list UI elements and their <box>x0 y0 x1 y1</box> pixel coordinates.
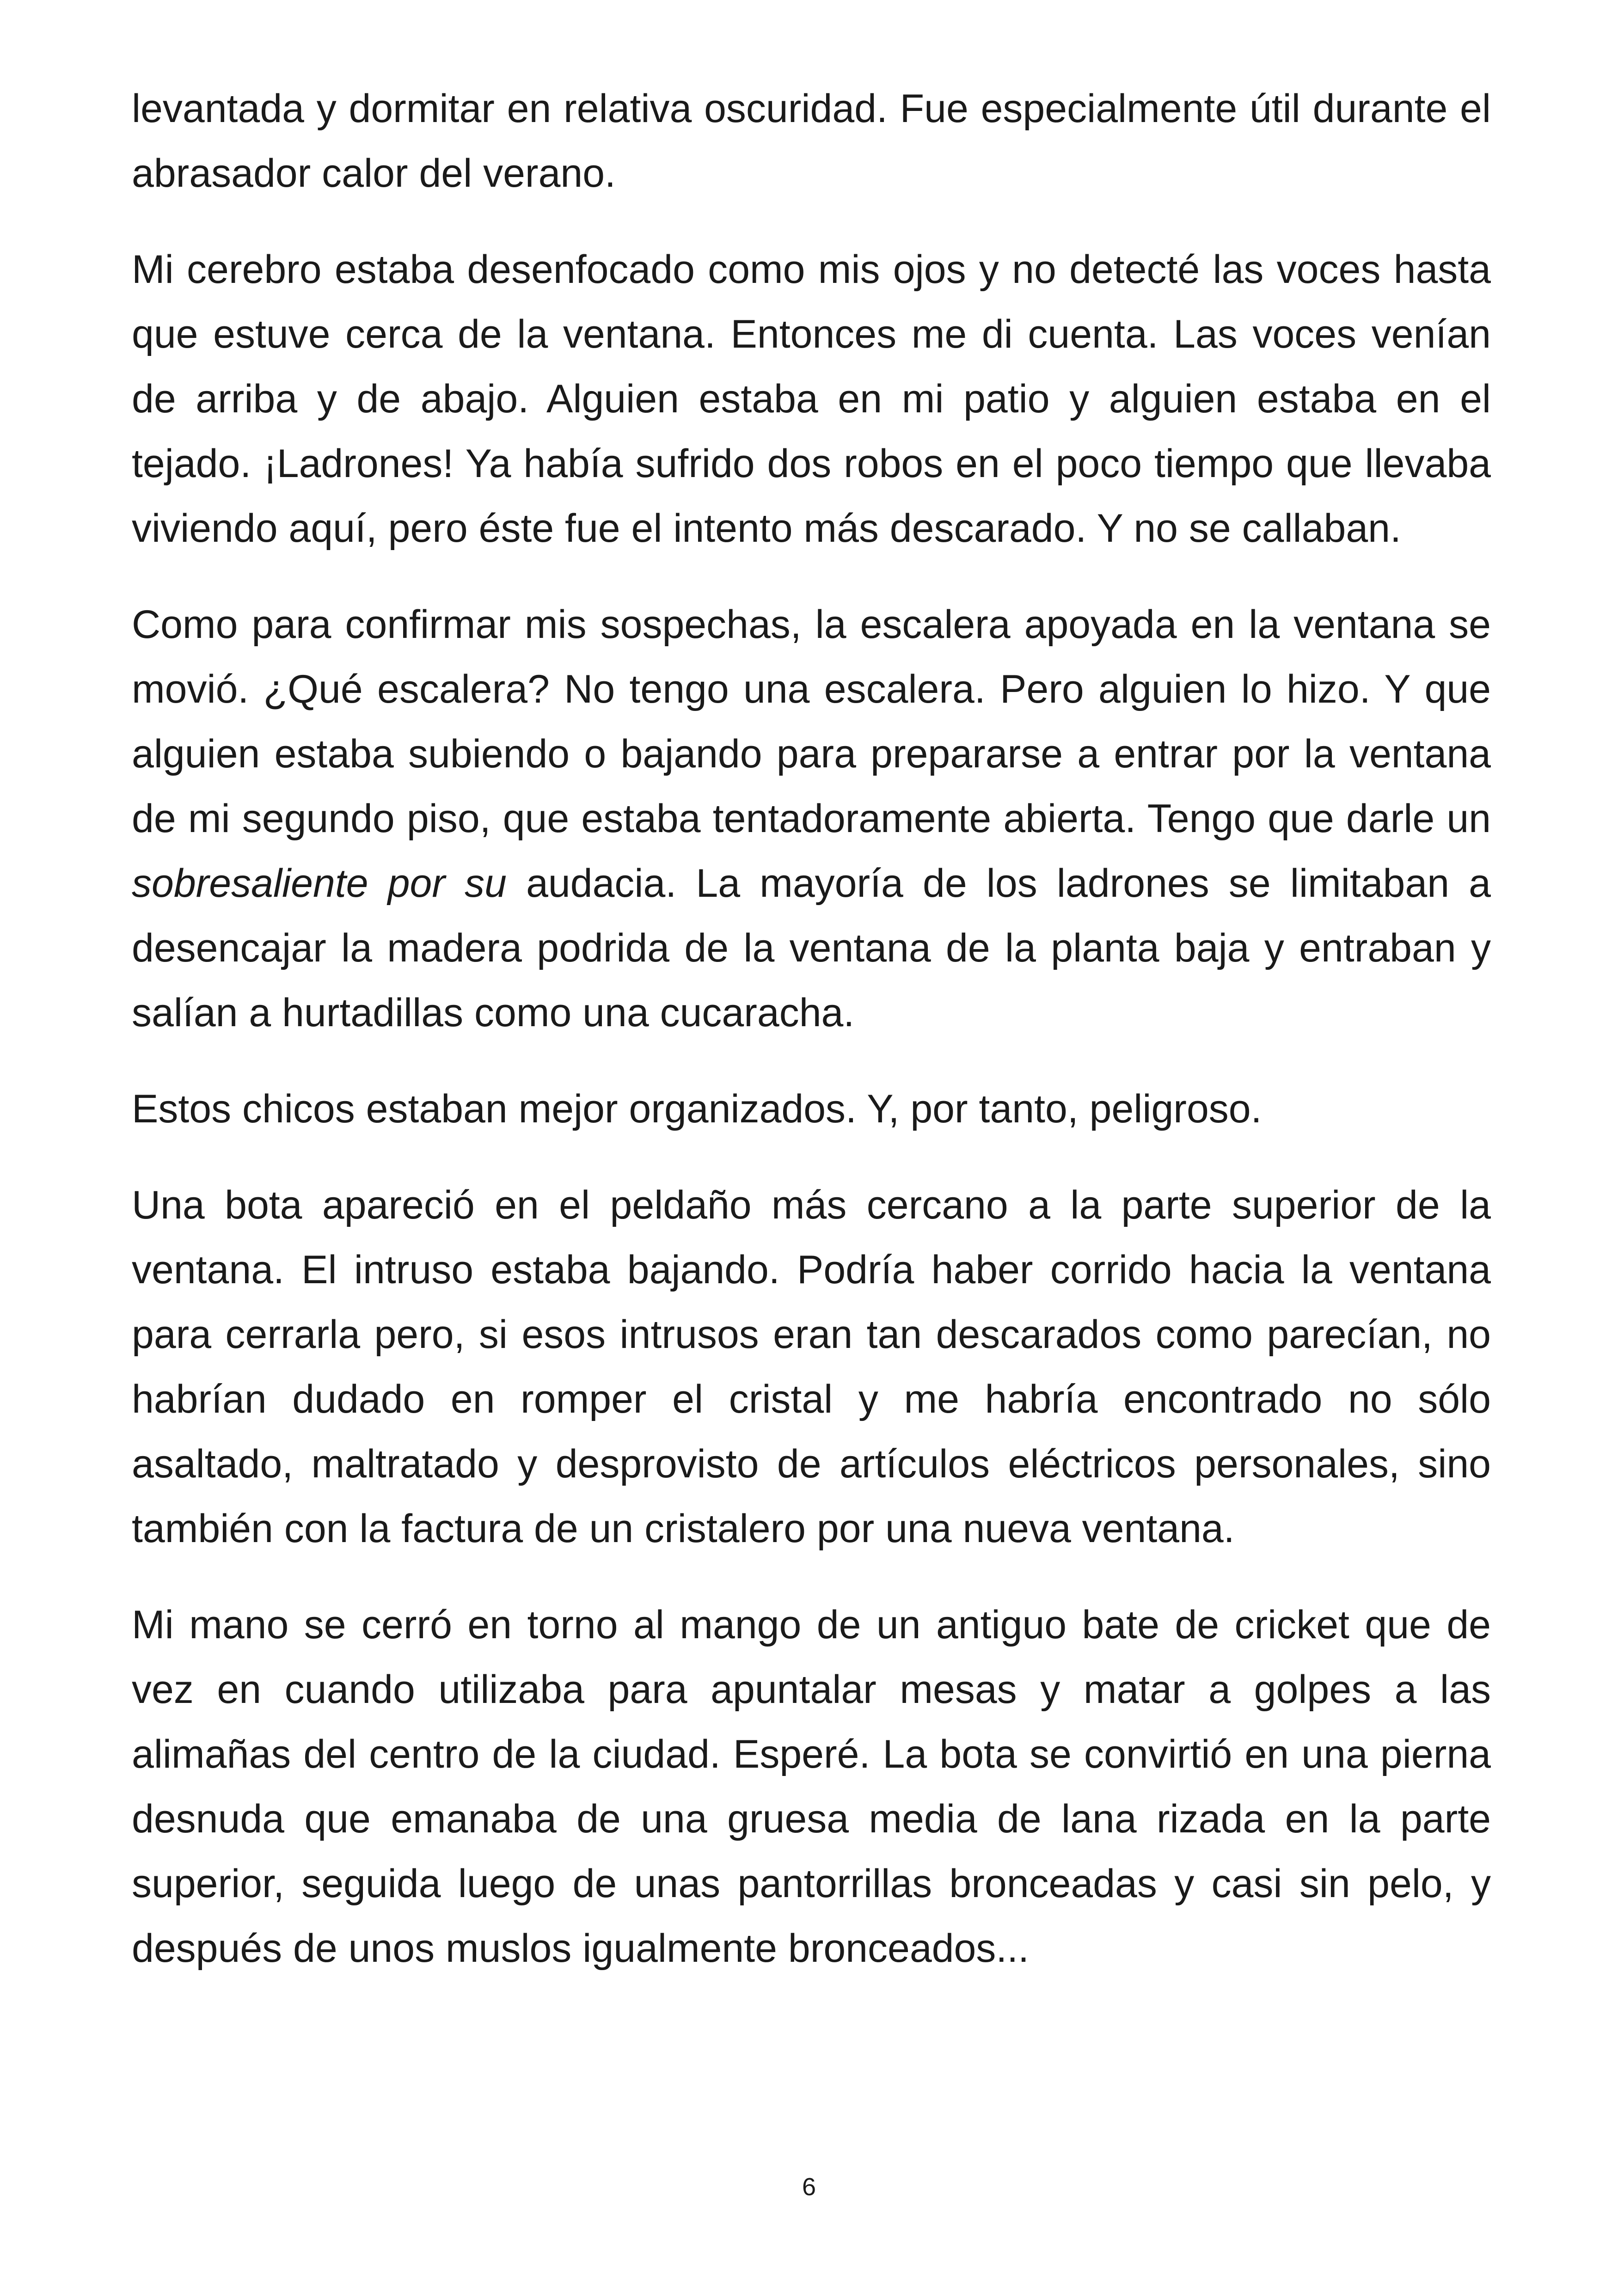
paragraph-2-text: Mi cerebro estaba desenfocado como mis ojos y no detecté las voces hasta que estuve cerca de la ventana. Entonces me di cuenta. Las voces venían de arriba y de abajo. Alguien estaba en mi patio y alguien estaba en el tejado. ¡Ladrones! Ya había sufrido dos robos en el poco tiempo que llevaba viviendo aquí, pero éste fue el intento más descarado. Y no se callaban. <box>132 247 1491 551</box>
paragraph-6 <box>132 1592 1491 1981</box>
paragraph-4 <box>132 1077 1491 1141</box>
paragraph-6-text: Mi mano se cerró en torno al mango de un antiguo bate de cricket que de vez en cuando utilizaba para apuntalar mesas y matar a golpes a las alimañas del centro de la ciudad. Esperé. La bota se convirtió en una pierna desnuda que emanaba de una gruesa media de lana rizada en la parte superior, seguida luego de unas pantorrillas bronceadas y casi sin pelo, y después de unos muslos igualmente bronceados... <box>132 1603 1491 1971</box>
paragraph-3-text-a: Como para confirmar mis sospechas, la escalera apoyada en la ventana se movió. ¿Qué escalera? No tengo una escalera. Pero alguien lo hizo. Y que alguien estaba subiendo o bajando para prepararse a entrar por la ventana de mi segundo piso, que estaba tentadoramente abierta. Tengo que darle un <box>132 602 1491 841</box>
paragraph-2 <box>132 237 1491 561</box>
paragraph-5 <box>132 1173 1491 1561</box>
paragraph-3-text-b: audacia. La mayoría de los ladrones se limitaban a desencajar la madera podrida de la ventana de la planta baja y entraban y salían a hurtadillas como una cucaracha. <box>132 861 1491 1035</box>
body-text <box>132 76 1491 2012</box>
paragraph-3-italic-text: sobresaliente por su <box>132 861 507 906</box>
paragraph-5-text: Una bota apareció en el peldaño más cercano a la parte superior de la ventana. El intruso estaba bajando. Podría haber corrido hacia la ventana para cerrarla pero, si esos intrusos eran tan descarados como parecían, no habrían dudado en romper el cristal y me habría encontrado no sólo asaltado, maltratado y desprovisto de artículos eléctricos personales, sino también con la factura de un cristalero por una nueva ventana. <box>132 1183 1491 1551</box>
paragraph-3 <box>132 592 1491 1045</box>
paragraph-1 <box>132 76 1491 206</box>
page-number: 6 <box>802 2173 816 2201</box>
paragraph-4-text: Estos chicos estaban mejor organizados. Y, por tanto, peligroso. <box>132 1087 1262 1131</box>
paragraph-1-text: levantada y dormitar en relativa oscuridad. Fue especialmente útil durante el abrasador calor del verano. <box>132 86 1491 196</box>
